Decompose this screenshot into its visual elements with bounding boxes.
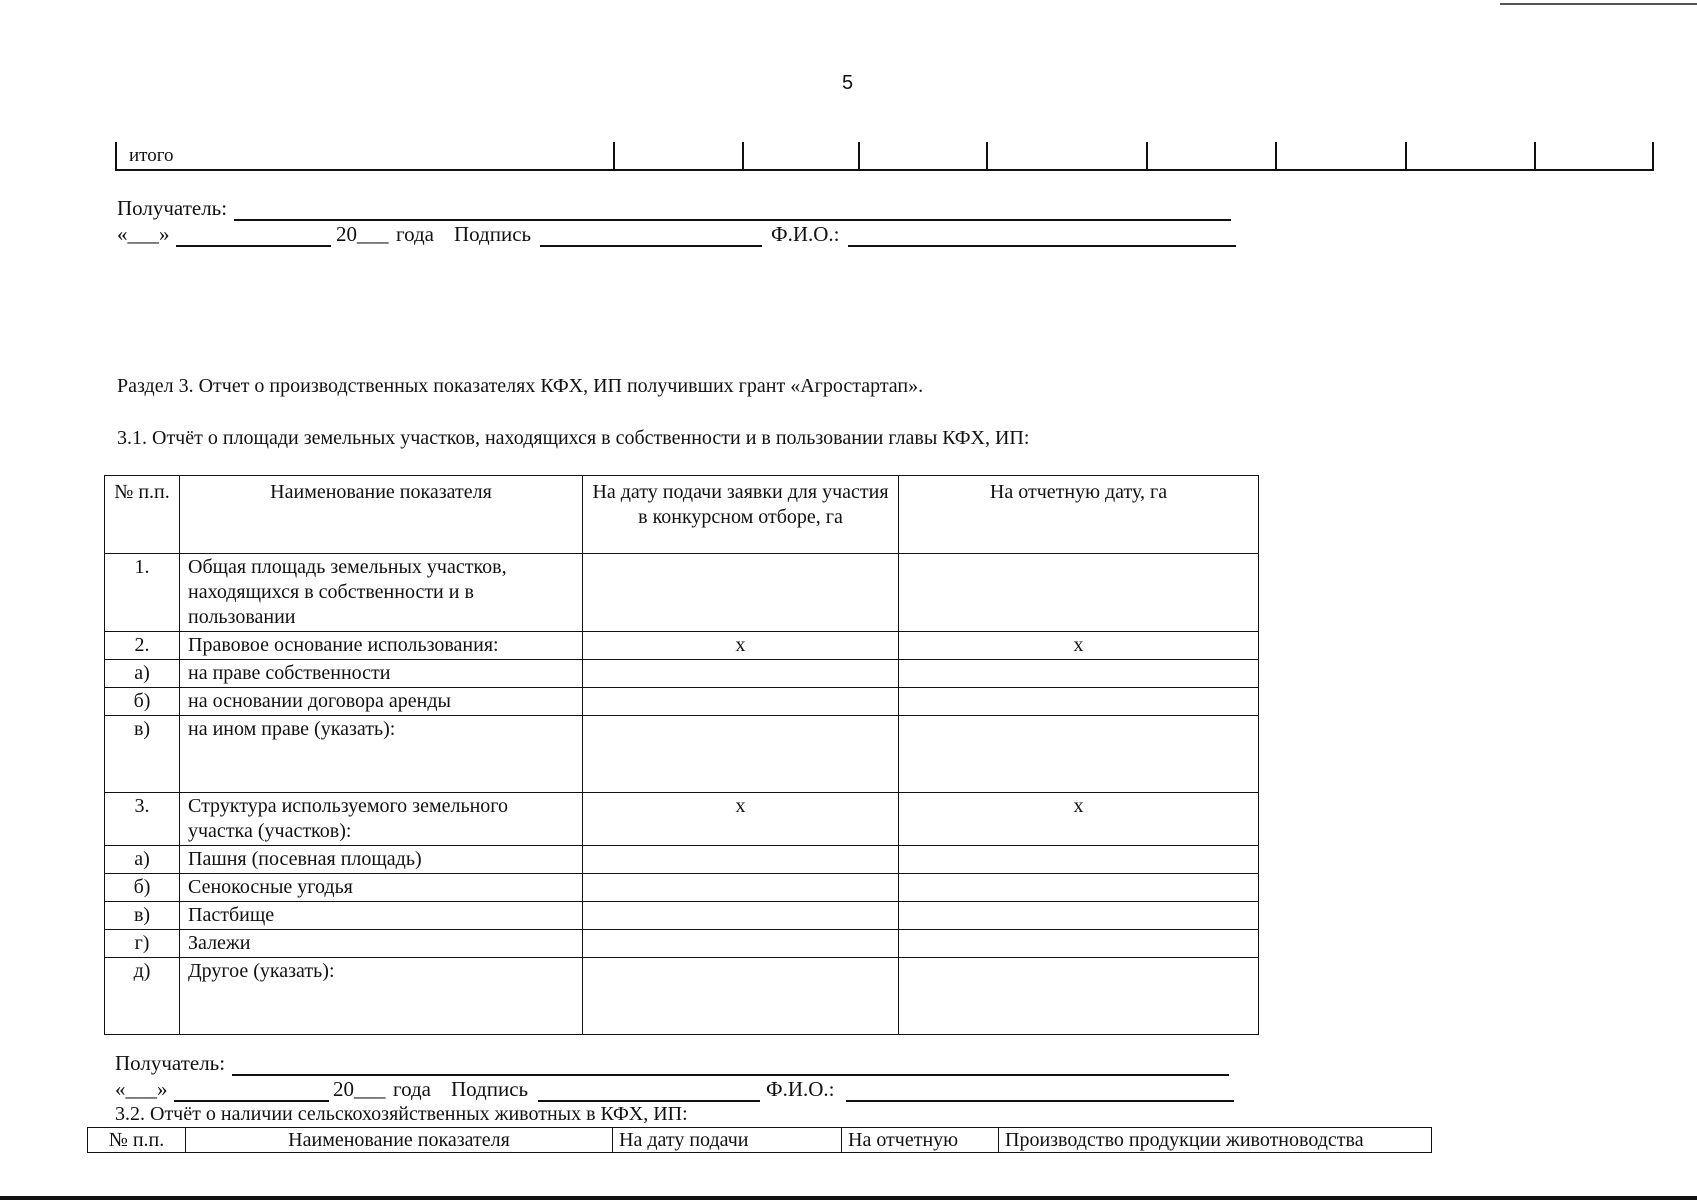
total-label: итого [129, 145, 174, 166]
scan-edge-rule [1500, 3, 1697, 5]
year-prefix: 20___ [333, 1077, 386, 1101]
row-name: Пастбище [180, 902, 583, 930]
table-row [105, 958, 1259, 1035]
row-name: на основании договора аренды [180, 688, 583, 716]
land-area-table [104, 475, 1259, 1035]
cell-divider [613, 142, 615, 169]
recipient-field-line[interactable] [232, 1074, 1229, 1076]
row-report-value[interactable] [899, 902, 1259, 930]
date-month-line[interactable] [174, 1100, 329, 1102]
row-report-value[interactable] [899, 930, 1259, 958]
header-num: № п.п. [105, 476, 180, 554]
date-day: «___» [115, 1077, 168, 1101]
livestock-table [87, 1127, 1432, 1153]
date-month-line[interactable] [176, 245, 331, 247]
subsection-3-2-title: 3.2. Отчёт о наличии сельскохозяйственных животных в КФХ, ИП: [115, 1103, 688, 1125]
table-row [105, 793, 1259, 846]
row-application-value[interactable] [583, 688, 899, 716]
scan-bottom-edge [0, 1196, 1697, 1200]
row-application-value[interactable] [583, 554, 899, 632]
recipient-label: Получатель: [115, 1051, 226, 1075]
row-name: на праве собственности [180, 660, 583, 688]
row-application-value[interactable] [583, 874, 899, 902]
row-num: 2. [105, 632, 180, 660]
header-report-date: На отчетную [842, 1128, 999, 1153]
fio-line[interactable] [846, 1100, 1234, 1102]
table-row [105, 688, 1259, 716]
row-name: Сенокосные угодья [180, 874, 583, 902]
header-num: № п.п. [88, 1128, 186, 1153]
signature-label: Подпись [451, 1077, 529, 1101]
cell-divider [1275, 142, 1277, 169]
row-num: д) [105, 958, 180, 1035]
row-application-value[interactable] [583, 902, 899, 930]
row-application-value: х [583, 793, 899, 846]
header-name: Наименование показателя [180, 476, 583, 554]
row-num: г) [105, 930, 180, 958]
row-name: Другое (указать): [180, 958, 583, 1035]
header-name: Наименование показателя [186, 1128, 613, 1153]
table-row [105, 874, 1259, 902]
signature-line[interactable] [540, 245, 762, 247]
year-word: года [396, 222, 434, 246]
year-prefix: 20___ [336, 222, 389, 246]
row-num: а) [105, 846, 180, 874]
recipient-label: Получатель: [117, 196, 228, 220]
row-num: а) [105, 660, 180, 688]
table-row [105, 902, 1259, 930]
table-row [105, 930, 1259, 958]
row-num: в) [105, 716, 180, 793]
row-num: 3. [105, 793, 180, 846]
cell-divider [742, 142, 744, 169]
row-application-value[interactable] [583, 846, 899, 874]
row-report-value[interactable] [899, 958, 1259, 1035]
row-num: б) [105, 874, 180, 902]
table-row [105, 716, 1259, 793]
cell-divider [858, 142, 860, 169]
subsection-3-1-title: 3.1. Отчёт о площади земельных участков, находящихся в собственности и в пользовании главы КФХ, ИП: [117, 427, 1030, 449]
row-application-value[interactable] [583, 716, 899, 793]
row-application-value[interactable] [583, 958, 899, 1035]
page-number: 5 [842, 72, 854, 94]
cell-divider [1534, 142, 1536, 169]
row-report-value[interactable] [899, 660, 1259, 688]
signature-label: Подпись [454, 222, 532, 246]
year-word: года [393, 1077, 431, 1101]
header-application-date: На дату подачи [613, 1128, 842, 1153]
fio-label: Ф.И.О.: [771, 222, 840, 246]
row-report-value: х [899, 793, 1259, 846]
cell-divider [1405, 142, 1407, 169]
total-row [115, 142, 1654, 171]
row-name: Структура используемого земельного участка (участков): [180, 793, 583, 846]
table-row [105, 660, 1259, 688]
table-row [105, 554, 1259, 632]
table-header-row [105, 476, 1259, 554]
row-report-value[interactable] [899, 688, 1259, 716]
section-3-title: Раздел 3. Отчет о производственных показателях КФХ, ИП получивших грант «Агростартап». [117, 375, 924, 397]
table-row [105, 846, 1259, 874]
row-report-value[interactable] [899, 554, 1259, 632]
row-name: Общая площадь земельных участков, находящихся в собственности и в пользовании [180, 554, 583, 632]
recipient-field-line[interactable] [234, 219, 1231, 221]
row-name: Правовое основание использования: [180, 632, 583, 660]
row-report-value[interactable] [899, 716, 1259, 793]
signature-line[interactable] [538, 1100, 760, 1102]
row-report-value[interactable] [899, 846, 1259, 874]
row-report-value[interactable] [899, 874, 1259, 902]
row-report-value: х [899, 632, 1259, 660]
cell-divider [1146, 142, 1148, 169]
header-application-date: На дату подачи заявки для участия в конкурсном отборе, га [583, 476, 899, 554]
row-name: Пашня (посевная площадь) [180, 846, 583, 874]
header-production: Производство продукции животноводства [999, 1128, 1432, 1153]
row-application-value[interactable] [583, 660, 899, 688]
fio-line[interactable] [848, 245, 1236, 247]
row-application-value[interactable] [583, 930, 899, 958]
row-name: Залежи [180, 930, 583, 958]
header-report-date: На отчетную дату, га [899, 476, 1259, 554]
table-row [105, 632, 1259, 660]
row-application-value: х [583, 632, 899, 660]
date-day: «___» [117, 222, 170, 246]
table-header-row [88, 1128, 1432, 1153]
fio-label: Ф.И.О.: [766, 1077, 835, 1101]
row-name: на ином праве (указать): [180, 716, 583, 793]
cell-divider [986, 142, 988, 169]
row-num: 1. [105, 554, 180, 632]
row-num: б) [105, 688, 180, 716]
row-num: в) [105, 902, 180, 930]
